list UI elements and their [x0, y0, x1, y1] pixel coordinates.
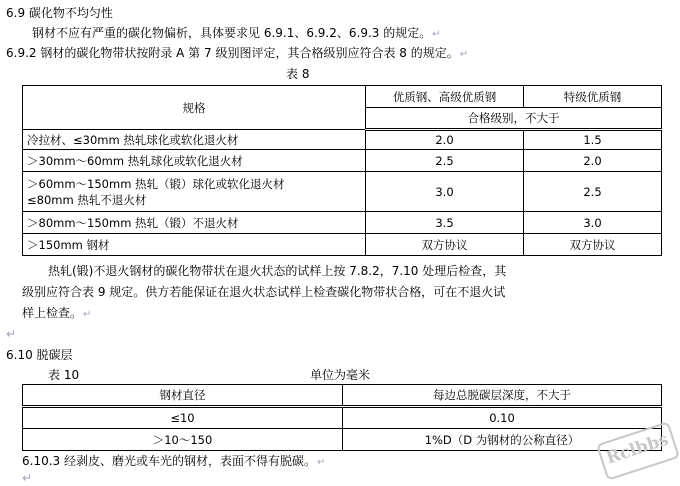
t8-row-spec: ＞80mm～150mm 热轧（锻）不退火材 — [23, 212, 366, 234]
t8-row-b: 3.0 — [524, 212, 662, 234]
paragraph-line-3: 样上检查。↵ — [22, 306, 92, 320]
t10-row-diameter: ＞10～150 — [23, 429, 343, 451]
t8-row-spec: 冷拉材、≤30mm 热轧球化或软化退火材 — [23, 130, 366, 150]
table-row — [23, 234, 662, 256]
t8-row-a: 3.0 — [366, 172, 524, 212]
t8-row-b: 双方协议 — [524, 234, 662, 256]
t8-header-spec: 规格 — [23, 86, 366, 130]
table-10-unit: 单位为毫米 — [310, 368, 371, 382]
table-8 — [22, 85, 662, 256]
t8-subheader: 合格级别，不大于 — [366, 108, 662, 130]
t8-header-special: 特级优质钢 — [524, 86, 662, 108]
t8-row-spec: ＞150mm 钢材 — [23, 234, 366, 256]
table-10-caption: 表 10 — [48, 368, 80, 382]
table-row — [23, 130, 662, 150]
t8-row-a: 3.5 — [366, 212, 524, 234]
table-8-caption: 表 8 — [286, 67, 310, 81]
section-6-9-2-text: 6.9.2 钢材的碳化物带状按附录 A 第 7 级别图评定，其合格级别应符合表 8 的规定。↵ — [6, 46, 469, 60]
t10-row-depth: 0.10 — [343, 407, 662, 429]
t10-header-depth: 每边总脱碳层深度，不大于 — [343, 385, 662, 407]
t8-row-a: 2.0 — [366, 130, 524, 150]
t8-header-quality: 优质钢、高级优质钢 — [366, 86, 524, 108]
empty-paragraph-mark: ↵ — [22, 471, 33, 485]
empty-paragraph-mark: ↵ — [6, 327, 17, 341]
t8-row-b: 2.0 — [524, 150, 662, 172]
section-6-10-title: 6.10 脱碳层 — [6, 348, 73, 362]
t8-row-b: 1.5 — [524, 130, 662, 150]
paragraph-line-1: 热轧(锻)不退火钢材的碳化物带状在退火状态的试样上按 7.8.2，7.10 处理后检查，其 — [48, 264, 507, 278]
table-row — [23, 150, 662, 172]
paragraph-line-2: 级别应符合表 9 规定。供方若能保证在退火状态试样上检查碳化物带状合格，可在不退火试 — [22, 285, 506, 299]
table-row — [23, 407, 662, 429]
t8-row-spec: ＞60mm～150mm 热轧（锻）球化或软化退火材 ≤80mm 热轧不退火材 — [23, 172, 366, 212]
watermark-logo: Rclbbs — [596, 421, 680, 481]
section-6-9-text: 钢材不应有严重的碳化物偏析，具体要求见 6.9.1、6.9.2、6.9.3 的规定。↵ — [32, 26, 441, 40]
t8-row-spec: ＞30mm～60mm 热轧球化或软化退火材 — [23, 150, 366, 172]
table-row — [23, 212, 662, 234]
t10-header-diameter: 钢材直径 — [23, 385, 343, 407]
table-10 — [22, 384, 662, 451]
table-row — [23, 429, 662, 451]
section-6-10-3-text: 6.10.3 经剥皮、磨光或车光的钢材，表面不得有脱碳。↵ — [22, 454, 326, 468]
section-6-9-title: 6.9 碳化物不均匀性 — [6, 6, 113, 20]
t10-row-diameter: ≤10 — [23, 407, 343, 429]
t10-row-depth: 1%D（D 为钢材的公称直径） — [343, 429, 662, 451]
t8-row-b: 2.5 — [524, 172, 662, 212]
table-row — [23, 172, 662, 212]
t8-row-a: 双方协议 — [366, 234, 524, 256]
t8-row-a: 2.5 — [366, 150, 524, 172]
